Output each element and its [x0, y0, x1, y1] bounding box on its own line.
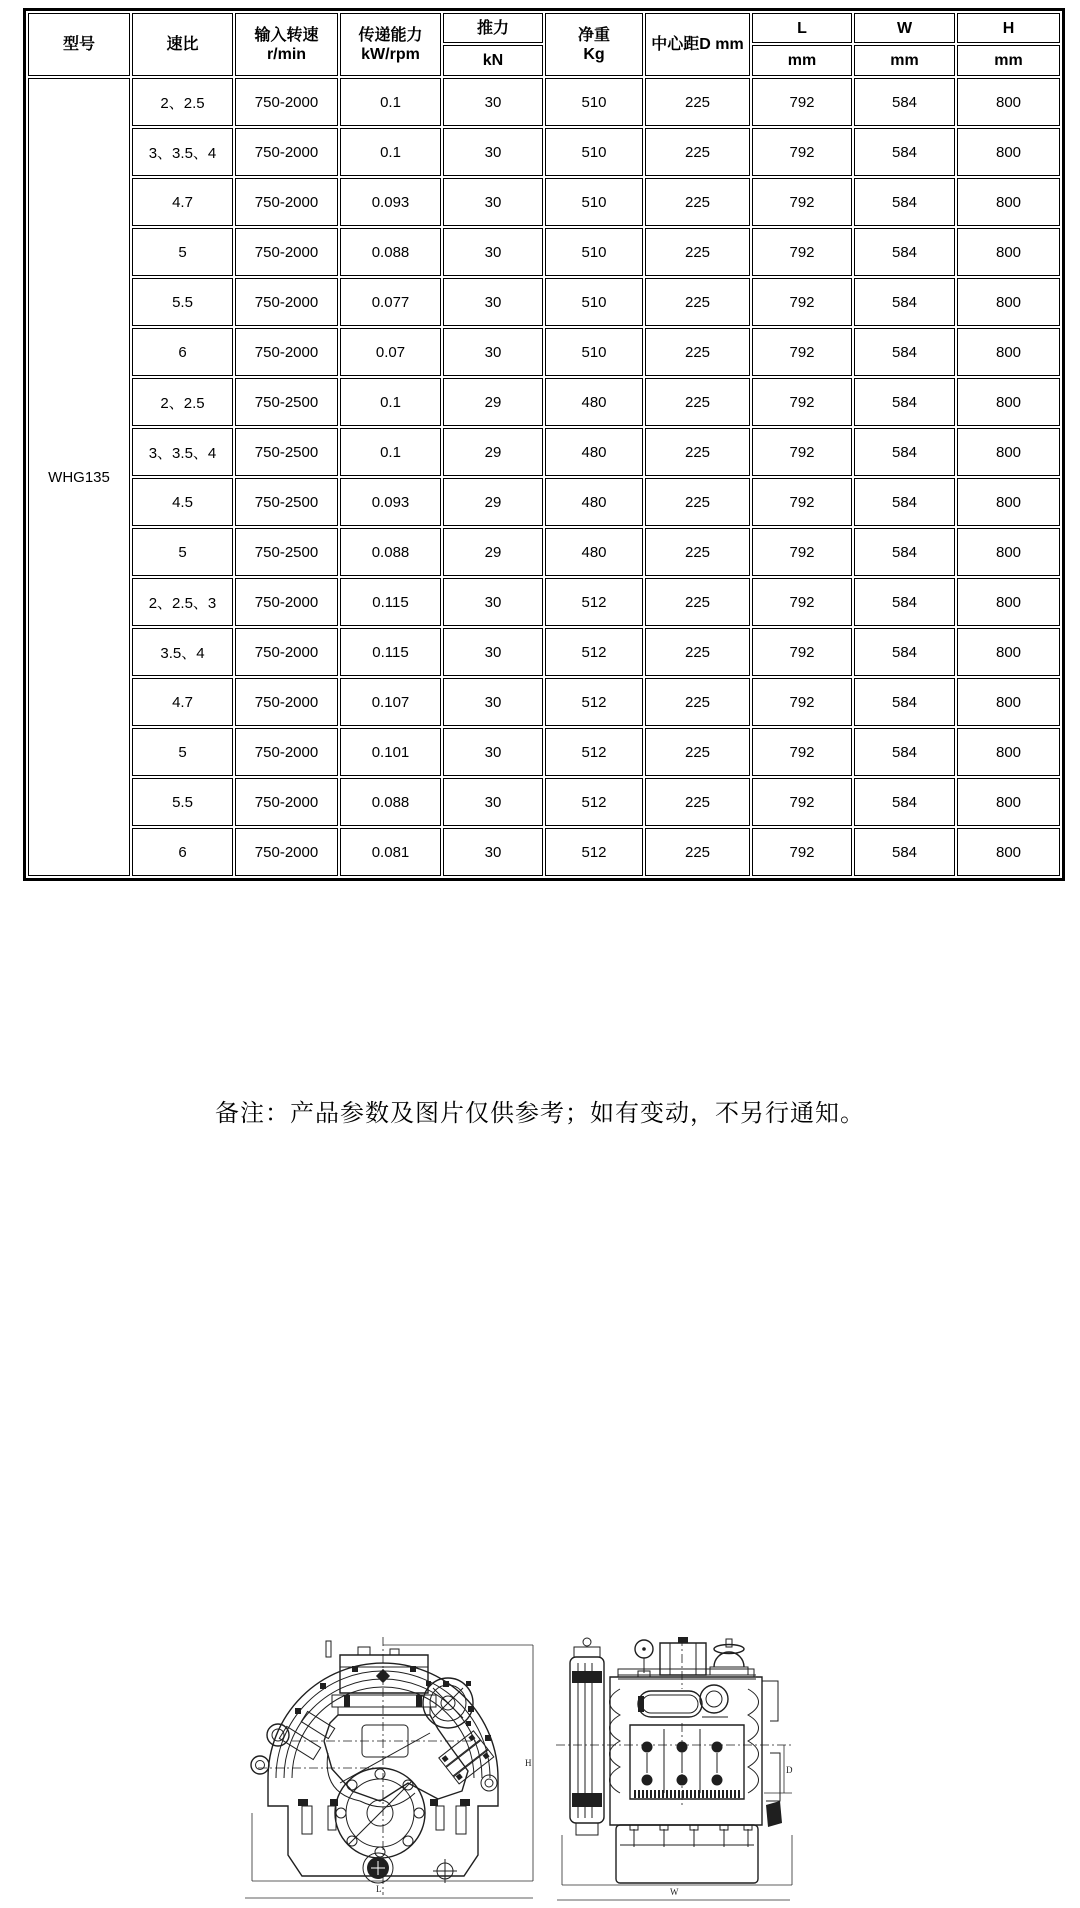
cell-width: 584 [854, 678, 955, 726]
cell-center-distance: 225 [645, 428, 750, 476]
cell-capacity: 0.081 [340, 828, 441, 876]
cell-center-distance: 225 [645, 578, 750, 626]
cell-height: 800 [957, 328, 1060, 376]
cell-ratio: 4.7 [132, 678, 233, 726]
cell-thrust: 30 [443, 128, 543, 176]
cell-width: 584 [854, 628, 955, 676]
cell-height: 800 [957, 728, 1060, 776]
cell-weight: 510 [545, 228, 643, 276]
cell-ratio: 4.7 [132, 178, 233, 226]
cell-width: 584 [854, 228, 955, 276]
cell-height: 800 [957, 78, 1060, 126]
cell-length: 792 [752, 528, 852, 576]
cell-center-distance: 225 [645, 728, 750, 776]
cell-width: 584 [854, 828, 955, 876]
header-ratio: 速比 [132, 13, 233, 76]
table-row [28, 578, 1060, 626]
cell-length: 792 [752, 578, 852, 626]
cell-input-speed: 750-2000 [235, 78, 338, 126]
cell-thrust: 30 [443, 78, 543, 126]
cell-height: 800 [957, 378, 1060, 426]
cell-weight: 512 [545, 728, 643, 776]
header-length-unit: mm [752, 45, 852, 76]
cell-width: 584 [854, 528, 955, 576]
cell-width: 584 [854, 778, 955, 826]
table-row [28, 728, 1060, 776]
side-width-label: W [670, 1887, 679, 1897]
header-length: L [752, 13, 852, 43]
cell-thrust: 30 [443, 278, 543, 326]
cell-capacity: 0.088 [340, 228, 441, 276]
table-row [28, 78, 1060, 126]
cell-width: 584 [854, 578, 955, 626]
cell-input-speed: 750-2000 [235, 278, 338, 326]
cell-length: 792 [752, 228, 852, 276]
header-center-distance: 中心距D mm [645, 13, 750, 76]
cell-length: 792 [752, 678, 852, 726]
header-capacity-line2: kW/rpm [361, 45, 420, 63]
cell-ratio: 5 [132, 728, 233, 776]
cell-capacity: 0.1 [340, 428, 441, 476]
cell-length: 792 [752, 328, 852, 376]
cell-center-distance: 225 [645, 128, 750, 176]
cell-thrust: 30 [443, 578, 543, 626]
cell-input-speed: 750-2500 [235, 378, 338, 426]
cell-weight: 512 [545, 778, 643, 826]
cell-ratio: 4.5 [132, 478, 233, 526]
cell-length: 792 [752, 478, 852, 526]
cell-center-distance: 225 [645, 78, 750, 126]
cell-length: 792 [752, 128, 852, 176]
cell-weight: 510 [545, 178, 643, 226]
header-capacity [340, 13, 441, 76]
cell-length: 792 [752, 828, 852, 876]
cell-input-speed: 750-2000 [235, 678, 338, 726]
header-height-unit: mm [957, 45, 1060, 76]
cell-ratio: 5.5 [132, 278, 233, 326]
cell-capacity: 0.07 [340, 328, 441, 376]
header-thrust: 推力 [443, 13, 543, 43]
cell-weight: 512 [545, 628, 643, 676]
cell-length: 792 [752, 378, 852, 426]
cell-height: 800 [957, 578, 1060, 626]
cell-weight: 512 [545, 828, 643, 876]
side-center-distance-label: D [786, 1765, 793, 1775]
cell-capacity: 0.101 [340, 728, 441, 776]
note-text: 备注：产品参数及图片仅供参考；如有变动，不另行通知。 [215, 1100, 865, 1127]
cell-capacity: 0.1 [340, 78, 441, 126]
cell-thrust: 29 [443, 478, 543, 526]
cell-weight: 480 [545, 478, 643, 526]
cell-weight: 480 [545, 528, 643, 576]
header-weight [545, 13, 643, 76]
cell-length: 792 [752, 628, 852, 676]
cell-thrust: 30 [443, 178, 543, 226]
cell-center-distance: 225 [645, 378, 750, 426]
cell-length: 792 [752, 78, 852, 126]
cell-height: 800 [957, 178, 1060, 226]
cell-thrust: 30 [443, 728, 543, 776]
cell-input-speed: 750-2500 [235, 428, 338, 476]
cell-width: 584 [854, 378, 955, 426]
header-width: W [854, 13, 955, 43]
cell-height: 800 [957, 478, 1060, 526]
cell-weight: 510 [545, 278, 643, 326]
cell-width: 584 [854, 78, 955, 126]
cell-width: 584 [854, 278, 955, 326]
header-model: 型号 [28, 13, 130, 76]
cell-weight: 510 [545, 78, 643, 126]
cell-center-distance: 225 [645, 478, 750, 526]
cell-width: 584 [854, 478, 955, 526]
header-width-unit: mm [854, 45, 955, 76]
header-input-speed-line2: r/min [266, 45, 307, 63]
cell-weight: 512 [545, 578, 643, 626]
cell-height: 800 [957, 228, 1060, 276]
model-cell: WHG135 [28, 78, 130, 876]
cell-capacity: 0.115 [340, 578, 441, 626]
cell-weight: 510 [545, 128, 643, 176]
cell-thrust: 29 [443, 428, 543, 476]
cell-height: 800 [957, 528, 1060, 576]
cell-thrust: 30 [443, 328, 543, 376]
table-row [28, 428, 1060, 476]
table-row [28, 678, 1060, 726]
cell-capacity: 0.088 [340, 528, 441, 576]
header-capacity-line1: 传递能力 [358, 26, 423, 44]
spec-table-body [28, 78, 1060, 876]
table-row [28, 178, 1060, 226]
cell-height: 800 [957, 678, 1060, 726]
cell-input-speed: 750-2000 [235, 778, 338, 826]
table-row [28, 628, 1060, 676]
cell-input-speed: 750-2000 [235, 728, 338, 776]
cell-center-distance: 225 [645, 828, 750, 876]
cell-height: 800 [957, 128, 1060, 176]
cell-height: 800 [957, 428, 1060, 476]
front-view-drawing [240, 1633, 540, 1908]
cell-capacity: 0.077 [340, 278, 441, 326]
cell-input-speed: 750-2000 [235, 128, 338, 176]
cell-capacity: 0.088 [340, 778, 441, 826]
cell-width: 584 [854, 128, 955, 176]
spec-table-header [28, 13, 1060, 76]
side-view-drawing [552, 1633, 822, 1908]
spec-table [23, 8, 1065, 881]
header-thrust-unit: kN [443, 45, 543, 76]
table-row [28, 378, 1060, 426]
cell-thrust: 29 [443, 378, 543, 426]
cell-input-speed: 750-2500 [235, 478, 338, 526]
table-row [28, 228, 1060, 276]
cell-length: 792 [752, 178, 852, 226]
cell-capacity: 0.1 [340, 378, 441, 426]
header-height: H [957, 13, 1060, 43]
cell-thrust: 30 [443, 628, 543, 676]
cell-capacity: 0.1 [340, 128, 441, 176]
cell-center-distance: 225 [645, 228, 750, 276]
cell-ratio: 3、3.5、4 [132, 128, 233, 176]
cell-ratio: 6 [132, 328, 233, 376]
cell-input-speed: 750-2000 [235, 328, 338, 376]
cell-ratio: 3.5、4 [132, 628, 233, 676]
cell-length: 792 [752, 778, 852, 826]
table-row [28, 478, 1060, 526]
cell-input-speed: 750-2000 [235, 628, 338, 676]
front-length-label: L [376, 1884, 382, 1894]
cell-input-speed: 750-2500 [235, 528, 338, 576]
table-row [28, 278, 1060, 326]
cell-thrust: 29 [443, 528, 543, 576]
cell-height: 800 [957, 278, 1060, 326]
cell-ratio: 6 [132, 828, 233, 876]
cell-center-distance: 225 [645, 178, 750, 226]
cell-center-distance: 225 [645, 328, 750, 376]
cell-thrust: 30 [443, 828, 543, 876]
cell-center-distance: 225 [645, 778, 750, 826]
cell-weight: 480 [545, 428, 643, 476]
cell-input-speed: 750-2000 [235, 228, 338, 276]
header-weight-line1: 净重 [577, 26, 610, 44]
cell-center-distance: 225 [645, 678, 750, 726]
cell-ratio: 5 [132, 528, 233, 576]
cell-input-speed: 750-2000 [235, 178, 338, 226]
cell-length: 792 [752, 428, 852, 476]
cell-thrust: 30 [443, 678, 543, 726]
cell-center-distance: 225 [645, 628, 750, 676]
cell-height: 800 [957, 828, 1060, 876]
cell-thrust: 30 [443, 228, 543, 276]
cell-ratio: 2、2.5 [132, 78, 233, 126]
table-row [28, 528, 1060, 576]
header-input-speed-line1: 输入转速 [254, 26, 319, 44]
cell-height: 800 [957, 628, 1060, 676]
cell-length: 792 [752, 278, 852, 326]
table-row [28, 128, 1060, 176]
cell-thrust: 30 [443, 778, 543, 826]
header-weight-line2: Kg [583, 45, 605, 63]
cell-center-distance: 225 [645, 528, 750, 576]
cell-ratio: 2、2.5 [132, 378, 233, 426]
cell-capacity: 0.093 [340, 478, 441, 526]
table-row [28, 328, 1060, 376]
cell-input-speed: 750-2000 [235, 828, 338, 876]
front-height-label: H [525, 1758, 532, 1768]
cell-width: 584 [854, 178, 955, 226]
cell-weight: 512 [545, 678, 643, 726]
header-input-speed [235, 13, 338, 76]
cell-capacity: 0.115 [340, 628, 441, 676]
cell-center-distance: 225 [645, 278, 750, 326]
cell-ratio: 5.5 [132, 778, 233, 826]
cell-ratio: 3、3.5、4 [132, 428, 233, 476]
cell-capacity: 0.107 [340, 678, 441, 726]
cell-height: 800 [957, 778, 1060, 826]
cell-ratio: 2、2.5、3 [132, 578, 233, 626]
cell-width: 584 [854, 728, 955, 776]
cell-ratio: 5 [132, 228, 233, 276]
cell-weight: 480 [545, 378, 643, 426]
cell-input-speed: 750-2000 [235, 578, 338, 626]
cell-weight: 510 [545, 328, 643, 376]
cell-width: 584 [854, 328, 955, 376]
cell-length: 792 [752, 728, 852, 776]
cell-capacity: 0.093 [340, 178, 441, 226]
cell-width: 584 [854, 428, 955, 476]
